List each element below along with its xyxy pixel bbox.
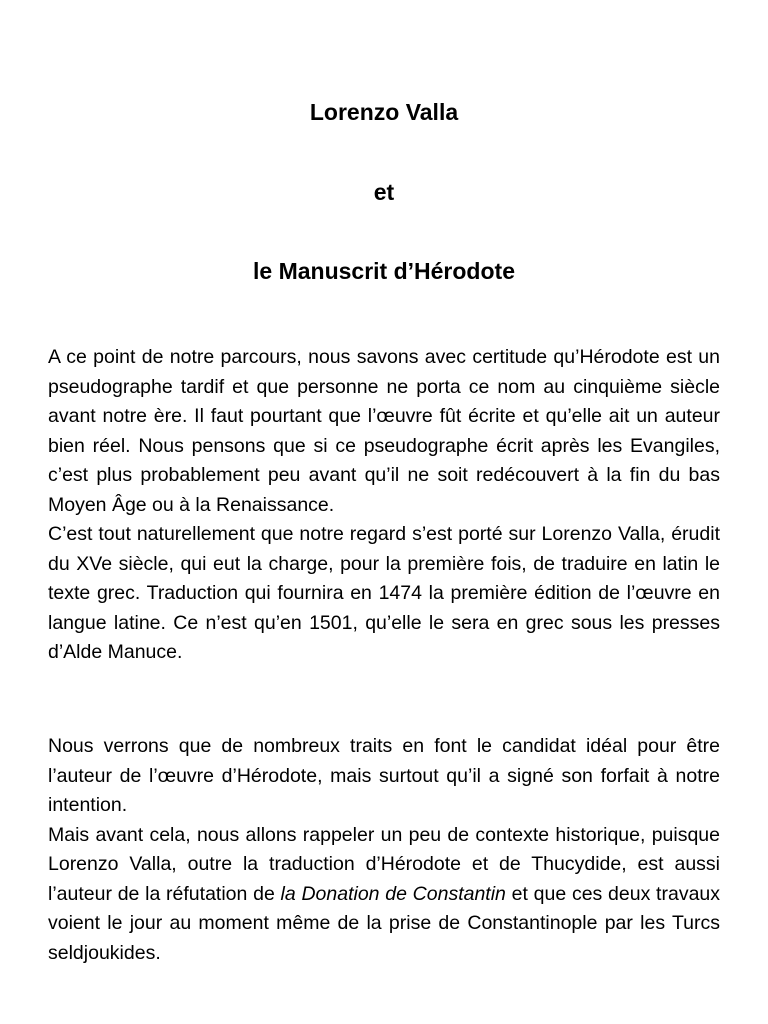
paragraph-4-italic-title: la Donation de Constantin	[280, 882, 506, 905]
title-line-3: le Manuscrit d’Hérodote	[253, 258, 515, 284]
paragraph-3: Nous verrons que de nombreux traits en font le candidat idéal pour être l’auteur de l’œuvre d’Hérodote, mais surtout qu’il a signé son forfait à notre intention.	[48, 735, 720, 816]
paragraph-4-text-before: Mais avant cela, nous allons rappeler un peu de contexte historique, puisque Lorenzo Valla, outre la traduction d’Hérodote et de Thucydide, est aussi l’auteur de la réfutation de	[48, 823, 720, 905]
text-block-1	[48, 343, 720, 668]
paragraph-4	[48, 821, 720, 969]
paragraph-4-text-after: et que ces deux travaux voient le jour au moment même de la prise de Constantinople par les Turcs seldjoukides.	[48, 882, 721, 964]
title-line-1: Lorenzo Valla	[309, 99, 459, 125]
title-line-2: et	[373, 179, 395, 205]
text-block-2	[48, 732, 720, 968]
paragraph-2: C’est tout naturellement que notre regard s’est porté sur Lorenzo Valla, érudit du XVe siècle, qui eut la charge, pour la première fois, de traduire en latin le texte grec. Traduction qui fournira en 1474 la première édition de l’œuvre en langue latine. Ce n’est qu’en 1501, qu’elle le sera en grec sous les presses d’Alde Manuce.	[48, 523, 720, 663]
paragraph-1: A ce point de notre parcours, nous savons avec certitude qu’Hérodote est un pseudographe tardif et que personne ne porta ce nom au cinquième siècle avant notre ère. Il faut pourtant que l’œuvre fût écrite et qu’elle ait un auteur bien réel. Nous pensons que si ce pseudographe écrit après les Evangiles, c’est plus probablement peu avant qu’il ne soit redécouvert à la fin du bas Moyen Âge ou à la Renaissance.	[48, 346, 720, 516]
